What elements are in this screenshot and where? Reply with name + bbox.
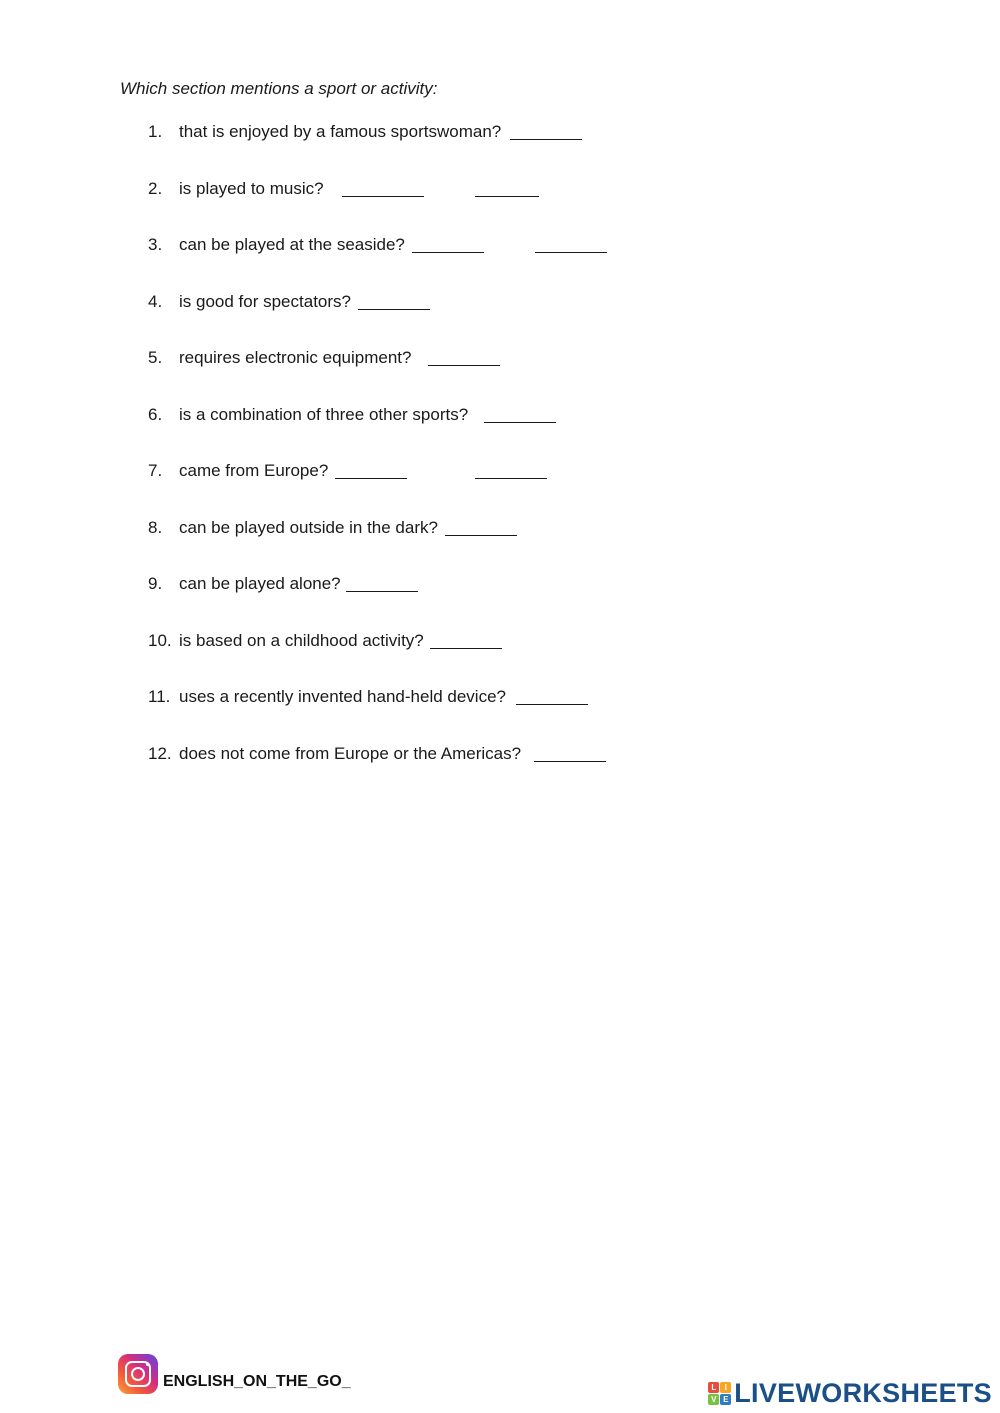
- question-item: [148, 121, 848, 178]
- question-text: uses a recently invented hand-held device?: [179, 687, 506, 706]
- question-number: 12.: [148, 743, 172, 763]
- instagram-icon: [118, 1354, 158, 1394]
- answer-field[interactable]: [412, 234, 484, 253]
- instruction-text: Which section mentions a sport or activity:: [120, 79, 438, 98]
- logo-letter: E: [720, 1394, 731, 1405]
- question-text: can be played outside in the dark?: [179, 517, 438, 537]
- answer-field[interactable]: [475, 178, 539, 197]
- answer-field[interactable]: [342, 178, 424, 197]
- answer-field[interactable]: [430, 630, 502, 649]
- question-text: came from Europe?: [179, 461, 329, 480]
- question-number: 4.: [148, 291, 163, 311]
- question-list: [148, 121, 848, 799]
- question-item: [148, 460, 848, 517]
- question-item: [148, 178, 848, 235]
- answer-field[interactable]: [516, 686, 588, 705]
- question-item: [148, 234, 848, 291]
- question-text: can be played alone?: [179, 574, 341, 593]
- question-text: that is enjoyed by a famous sportswoman?: [179, 122, 502, 141]
- answer-field[interactable]: [358, 291, 430, 310]
- logo-letter: L: [708, 1382, 719, 1393]
- question-text: is good for spectators?: [179, 291, 351, 311]
- question-text: does not come from Europe or the Americas?: [179, 743, 522, 763]
- question-item: [148, 743, 848, 800]
- question-text: requires electronic equipment?: [179, 348, 412, 367]
- logo-letter: I: [720, 1382, 731, 1393]
- question-text: is a combination of three other sports?: [179, 404, 469, 424]
- answer-field[interactable]: [475, 460, 547, 479]
- question-item: [148, 573, 848, 630]
- question-item: [148, 347, 848, 404]
- question-item: [148, 517, 848, 574]
- question-number: 11.: [148, 687, 171, 706]
- question-text: is based on a childhood activity?: [179, 630, 424, 650]
- answer-field[interactable]: [428, 347, 500, 366]
- question-number: 1.: [148, 122, 163, 141]
- question-item: [148, 630, 848, 687]
- answer-field[interactable]: [535, 234, 607, 253]
- liveworksheets-logo-icon: [708, 1382, 731, 1405]
- answer-field[interactable]: [534, 743, 606, 762]
- brand-name: LIVEWORKSHEETS: [734, 1378, 992, 1408]
- question-number: 10.: [148, 630, 172, 650]
- question-number: 9.: [148, 574, 163, 593]
- liveworksheets-brand: [708, 1378, 992, 1409]
- question-number: 6.: [148, 404, 163, 424]
- question-number: 5.: [148, 348, 163, 367]
- answer-field[interactable]: [484, 404, 556, 423]
- question-text: can be played at the seaside?: [179, 235, 405, 254]
- question-item: [148, 404, 848, 461]
- answer-field[interactable]: [346, 573, 418, 592]
- instagram-handle: ENGLISH_ON_THE_GO_: [163, 1373, 351, 1390]
- answer-field[interactable]: [510, 121, 582, 140]
- answer-field[interactable]: [445, 517, 517, 536]
- question-number: 3.: [148, 235, 163, 254]
- question-item: [148, 686, 848, 743]
- answer-field[interactable]: [335, 460, 407, 479]
- question-number: 7.: [148, 461, 163, 480]
- question-number: 8.: [148, 517, 163, 537]
- instagram-credit: [118, 1354, 351, 1394]
- question-text: is played to music?: [179, 178, 324, 198]
- logo-letter: V: [708, 1394, 719, 1405]
- question-number: 2.: [148, 178, 163, 198]
- question-item: [148, 291, 848, 348]
